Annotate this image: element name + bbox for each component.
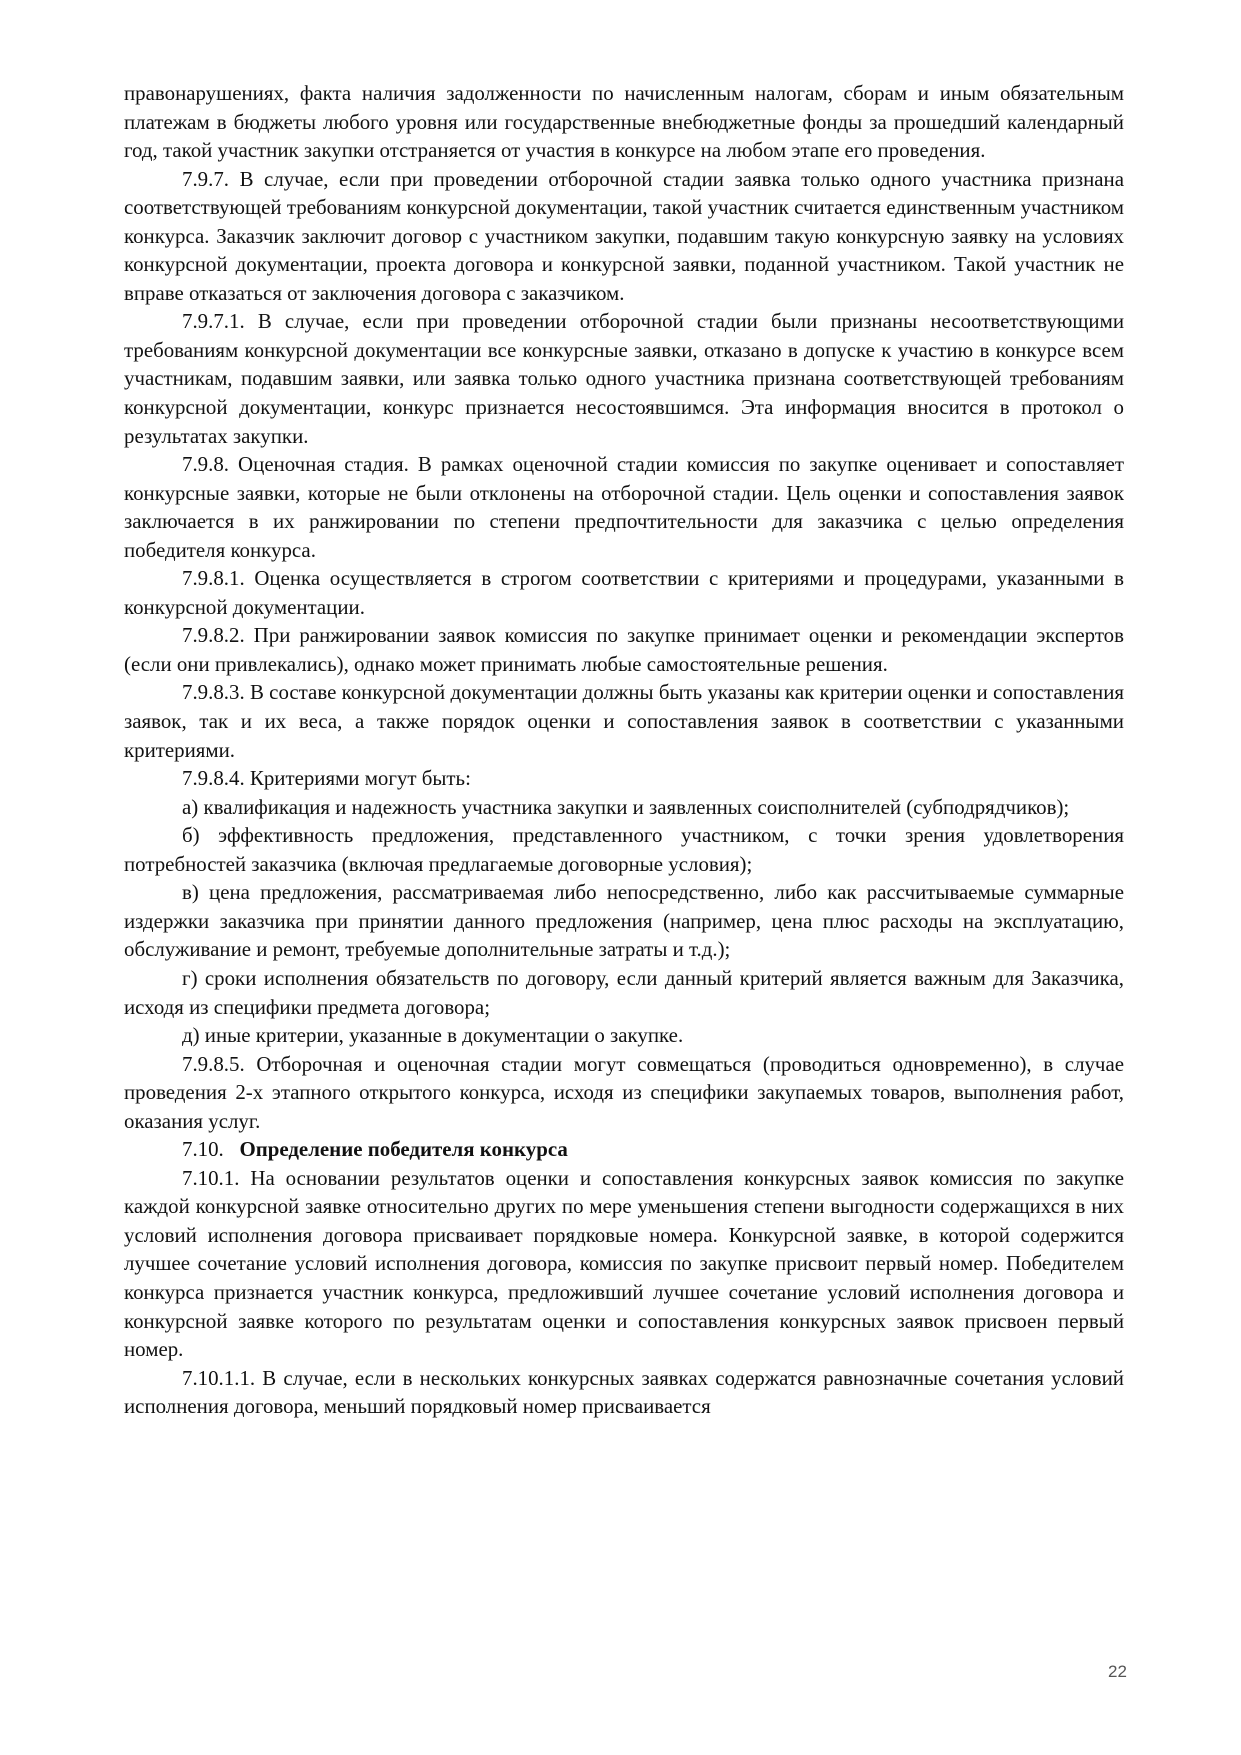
paragraph-7-9-8-2: 7.9.8.2. При ранжировании заявок комиссия по закупке принимает оценки и рекомендации экспертов (если они привлекались), однако может принимать любые самостоятельные решения.	[124, 623, 1124, 676]
paragraph-7-9-8: 7.9.8. Оценочная стадия. В рамках оценочной стадии комиссия по закупке оценивает и сопоставляет конкурсные заявки, которые не были отклонены на отборочной стадии. Цель оценки и сопоставления заявок заключается в их ранжировании по степени предпочтительности для заказчика с целью определения победителя конкурса.	[124, 452, 1124, 562]
paragraph-7-10-1-1: 7.10.1.1. В случае, если в нескольких конкурсных заявках содержатся равнозначные сочетания условий исполнения договора, меньший порядковый номер присваивается	[124, 1365, 1124, 1419]
paragraph-continuation: правонарушениях, факта наличия задолженности по начисленным налогам, сборам и иным обязательным платежам в бюджеты любого уровня или государственные внебюджетные фонды за прошедший календарный год, такой участник закупки отстраняется от участия в конкурсе на любом этапе его проведения.	[124, 81, 1124, 163]
paragraph-7-9-8-4: 7.9.8.4. Критериями могут быть:	[182, 766, 471, 791]
page-number: 22	[1108, 1662, 1127, 1681]
list-item-b: б) эффективность предложения, представленного участником, с точки зрения удовлетворения потребностей заказчика (включая предлагаемые договорные условия);	[124, 823, 1124, 876]
section-heading-7-10	[124, 1135, 1124, 1164]
section-title: Определение победителя конкурса	[239, 1137, 568, 1162]
document-page	[124, 79, 1124, 1421]
paragraph-7-9-7: 7.9.7. В случае, если при проведении отборочной стадии заявка только одного участника признана соответствующей требованиям конкурсной документации, такой участник считается единственным участником конкурса. Заказчик заключит договор с участником закупки, подавшим такую конкурсную заявку на условиях конкурсной документации, проекта договора и конкурсной заявки, поданной участником. Такой участник не вправе отказаться от заключения договора с заказчиком.	[124, 166, 1124, 305]
paragraph-7-10-1: 7.10.1. На основании результатов оценки и сопоставления конкурсных заявок комиссия по закупке каждой конкурсной заявке относительно других по мере уменьшения степени выгодности содержащихся в них условий исполнения договора присваивает порядковые номера. Конкурсной заявке, в которой содержится лучшее сочетание условий исполнения договора, комиссия по закупке присвоит первый номер. Победителем конкурса признается участник конкурса, предложивший лучшее сочетание условий исполнения договора и конкурсной заявке которого по результатам оценки и сопоставления конкурсных заявок присвоен первый номер.	[124, 1165, 1124, 1362]
list-item-a: а) квалификация и надежность участника закупки и заявленных соисполнителей (субподрядчиков);	[182, 794, 1070, 819]
list-item-v: в) цена предложения, рассматриваемая либо непосредственно, либо как рассчитываемые суммарные издержки заказчика при принятии данного предложения (например, цена плюс расходы на эксплуатацию, обслуживание и ремонт, требуемые дополнительные затраты и т.д.);	[124, 880, 1124, 962]
list-item-g: г) сроки исполнения обязательств по договору, если данный критерий является важным для Заказчика, исходя из специфики предмета договора;	[124, 965, 1124, 1019]
paragraph-7-9-8-5: 7.9.8.5. Отборочная и оценочная стадии могут совмещаться (проводиться одновременно), в случае проведения 2-х этапного открытого конкурса, исходя из специфики закупаемых товаров, выполнения работ, оказания услуг.	[124, 1051, 1124, 1133]
paragraph-7-9-7-1: 7.9.7.1. В случае, если при проведении отборочной стадии были признаны несоответствующими требованиям конкурсной документации все конкурсные заявки, отказано в допуске к участию в конкурсе всем участникам, подавшим заявки, или заявка только одного участника признана соответствующей требованиям конкурсной документации, конкурс признается несостоявшимся. Эта информация вносится в протокол о результатах закупки.	[124, 309, 1124, 448]
list-item-d: д) иные критерии, указанные в документации о закупке.	[182, 1023, 684, 1048]
paragraph-7-9-8-3: 7.9.8.3. В составе конкурсной документации должны быть указаны как критерии оценки и сопоставления заявок, так и их веса, а также порядок оценки и сопоставления заявок в соответствии с указанными критериями.	[124, 680, 1124, 762]
section-number: 7.10.	[182, 1137, 224, 1162]
paragraph-7-9-8-1: 7.9.8.1. Оценка осуществляется в строгом соответствии с критериями и процедурами, указанными в конкурсной документации.	[124, 566, 1124, 619]
